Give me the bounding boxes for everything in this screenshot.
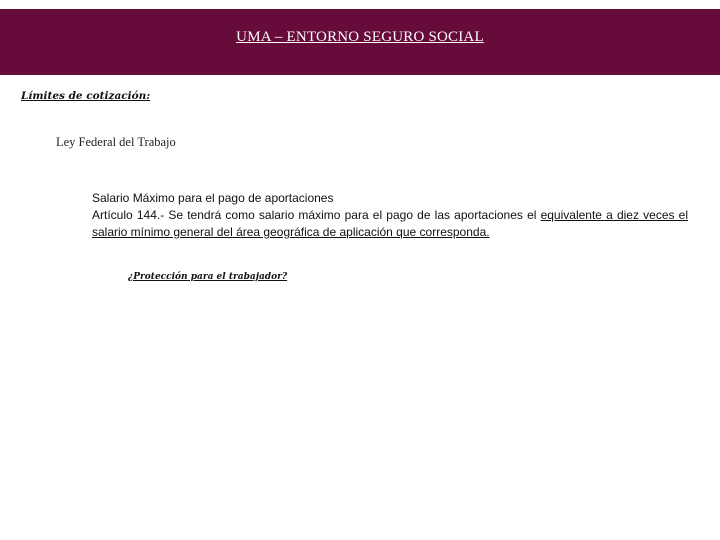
- law-name: Ley Federal del Trabajo: [56, 135, 176, 149]
- article-text: [92, 207, 688, 241]
- article-heading: Salario Máximo para el pago de aportaciones: [92, 191, 334, 205]
- article-block: [92, 190, 688, 241]
- question-text: ¿Protección para el trabajador?: [128, 272, 288, 282]
- article-text-plain: Artículo 144.- Se tendrá como salario máximo para el pago de las aportaciones el: [92, 208, 541, 222]
- section-title: Límites de cotización:: [21, 90, 151, 102]
- article-text-underlined: equivalente a diez veces el salario mínimo general del área geográfica de aplicación que corresponda.: [92, 208, 689, 239]
- slide-title: UMA – ENTORNO SEGURO SOCIAL: [236, 29, 484, 45]
